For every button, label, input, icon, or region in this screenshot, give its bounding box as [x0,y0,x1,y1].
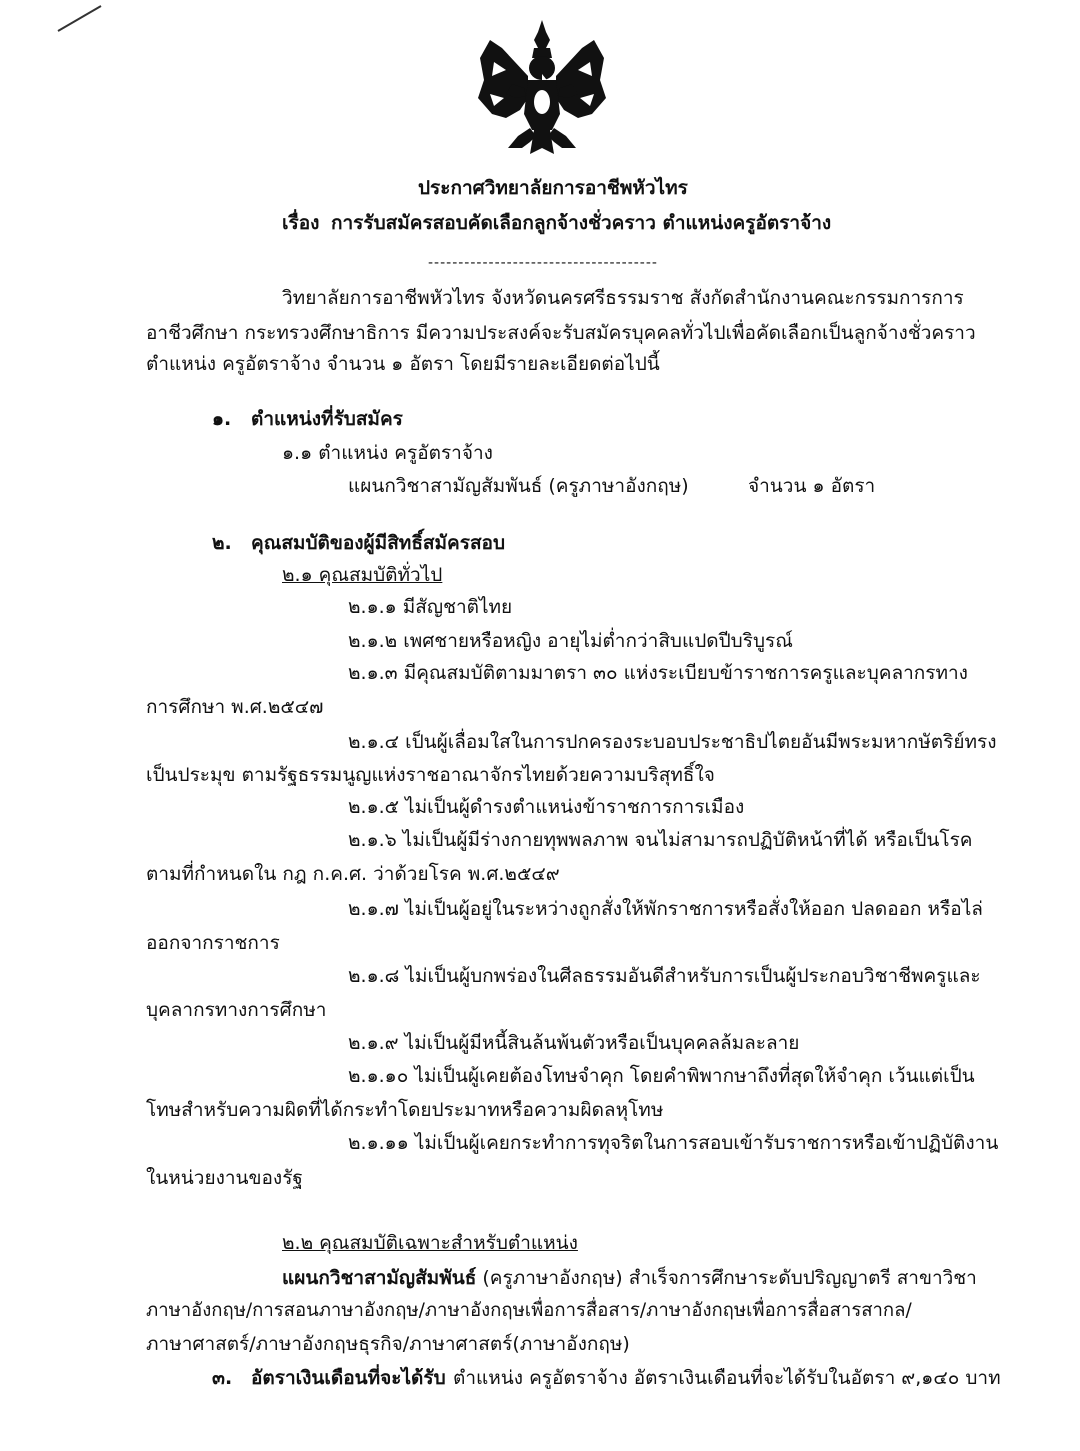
specific-qualification-line-3: ภาษาศาสตร์/ภาษาอังกฤษธุรกิจ/ภาษาศาสตร์(ภาษาอังกฤษ) [146,1333,630,1355]
department-name: แผนกวิชาสามัญสัมพันธ์ (ครูภาษาอังกฤษ) [348,475,689,497]
qualification-2-1-3-cont: การศึกษา พ.ศ.๒๕๔๗ [146,696,324,718]
section-2-heading: คุณสมบัติของผู้มีสิทธิ์สมัครสอบ [251,532,506,554]
section-2-number: ๒. [212,532,232,554]
garuda-emblem-icon [472,18,612,158]
announcement-title: ประกาศวิทยาลัยการอาชีพหัวไทร [418,177,688,199]
position-item: ๑.๑ ตำแหน่ง ครูอัตราจ้าง [282,442,493,464]
qualification-2-1-9: ๒.๑.๙ ไม่เป็นผู้มีหนี้สินล้นพ้นตัวหรือเป็นบุคคลล้มละลาย [348,1032,800,1054]
section-1-heading: ตำแหน่งที่รับสมัคร [251,408,403,430]
section-1-number: ๑. [212,408,232,430]
announcement-subject: การรับสมัครสอบคัดเลือกลูกจ้างชั่วคราว ตำแหน่งครูอัตราจ้าง [331,212,832,234]
header-separator: -------------------------------------- [428,255,658,271]
qualification-2-1-8: ๒.๑.๘ ไม่เป็นผู้บกพร่องในศีลธรรมอันดีสำหรับการเป็นผู้ประกอบวิชาชีพครูและ [348,965,981,987]
qualification-2-1-10: ๒.๑.๑๐ ไม่เป็นผู้เคยต้องโทษจำคุก โดยคำพิพากษาถึงที่สุดให้จำคุก เว้นแต่เป็น [348,1065,975,1087]
intro-line-3: ตำแหน่ง ครูอัตราจ้าง จำนวน ๑ อัตรา โดยมีรายละเอียดต่อไปนี้ [146,353,660,375]
specific-qualification-line-2: ภาษาอังกฤษ/การสอนภาษาอังกฤษ/ภาษาอังกฤษเพื่อการสื่อสาร/ภาษาอังกฤษเพื่อการสื่อสารสากล/ [146,1300,912,1321]
qualification-2-1-3: ๒.๑.๓ มีคุณสมบัติตามมาตรา ๓๐ แห่งระเบียบข้าราชการครูและบุคลากรทาง [348,662,968,684]
pen-mark-icon [55,2,105,34]
specific-qualification-line-1 [282,1265,992,1291]
subsection-2-1-heading: ๒.๑ คุณสมบัติทั่วไป [282,564,443,586]
qualification-2-1-6-cont: ตามที่กำหนดใน กฎ ก.ค.ศ. ว่าด้วยโรค พ.ศ.๒๕๔๙ [146,863,560,885]
qualification-2-1-1: ๒.๑.๑ มีสัญชาติไทย [348,596,513,618]
qualification-2-1-2: ๒.๑.๒ เพศชายหรือหญิง อายุไม่ต่ำกว่าสิบแปดปีบริบูรณ์ [348,630,793,652]
qualification-2-1-5: ๒.๑.๕ ไม่เป็นผู้ดำรงตำแหน่งข้าราชการการเมือง [348,796,745,818]
specific-line-1-rest: (ครูภาษาอังกฤษ) สำเร็จการศึกษาระดับปริญญาตรี สาขาวิชา [476,1267,977,1289]
qualification-2-1-7-cont: ออกจากราชการ [146,932,280,954]
qualification-2-1-11: ๒.๑.๑๑ ไม่เป็นผู้เคยกระทำการทุจริตในการสอบเข้ารับราชการหรือเข้าปฏิบัติงาน [348,1132,999,1154]
section-3-number: ๓. [212,1367,233,1389]
specific-department: แผนกวิชาสามัญสัมพันธ์ [282,1267,477,1289]
position-quantity: จำนวน ๑ อัตรา [748,475,876,497]
announcement-subject-label: เรื่อง [282,212,320,234]
intro-line-1: วิทยาลัยการอาชีพหัวไทร จังหวัดนครศรีธรรมราช สังกัดสำนักงานคณะกรรมการการ [282,287,964,309]
qualification-2-1-8-cont: บุคลากรทางการศึกษา [146,999,327,1021]
subsection-2-2-heading: ๒.๒ คุณสมบัติเฉพาะสำหรับตำแหน่ง [282,1232,578,1254]
intro-line-2: อาชีวศึกษา กระทรวงศึกษาธิการ มีความประสงค์จะรับสมัครบุคคลทั่วไปเพื่อคัดเลือกเป็นลูกจ้างชั่วคราว [146,322,976,344]
qualification-2-1-10-cont: โทษสำหรับความผิดที่ได้กระทำโดยประมาทหรือความผิดลหุโทษ [146,1099,664,1121]
qualification-2-1-6: ๒.๑.๖ ไม่เป็นผู้มีร่างกายทุพพลภาพ จนไม่สามารถปฏิบัติหน้าที่ได้ หรือเป็นโรค [348,829,973,851]
salary-text: ตำแหน่ง ครูอัตราจ้าง อัตราเงินเดือนที่จะได้รับในอัตรา ๙,๑๔๐ บาท [453,1367,1001,1389]
section-3-heading: อัตราเงินเดือนที่จะได้รับ [251,1367,446,1389]
qualification-2-1-7: ๒.๑.๗ ไม่เป็นผู้อยู่ในระหว่างถูกสั่งให้พักราชการหรือสั่งให้ออก ปลดออก หรือไล่ [348,898,983,920]
qualification-2-1-4: ๒.๑.๔ เป็นผู้เลื่อมใสในการปกครองระบอบประชาธิปไตยอันมีพระมหากษัตริย์ทรง [348,731,997,753]
qualification-2-1-11-cont: ในหน่วยงานของรัฐ [146,1167,303,1189]
qualification-2-1-4-cont: เป็นประมุข ตามรัฐธรรมนูญแห่งราชอาณาจักรไทยด้วยความบริสุทธิ์ใจ [146,764,715,786]
